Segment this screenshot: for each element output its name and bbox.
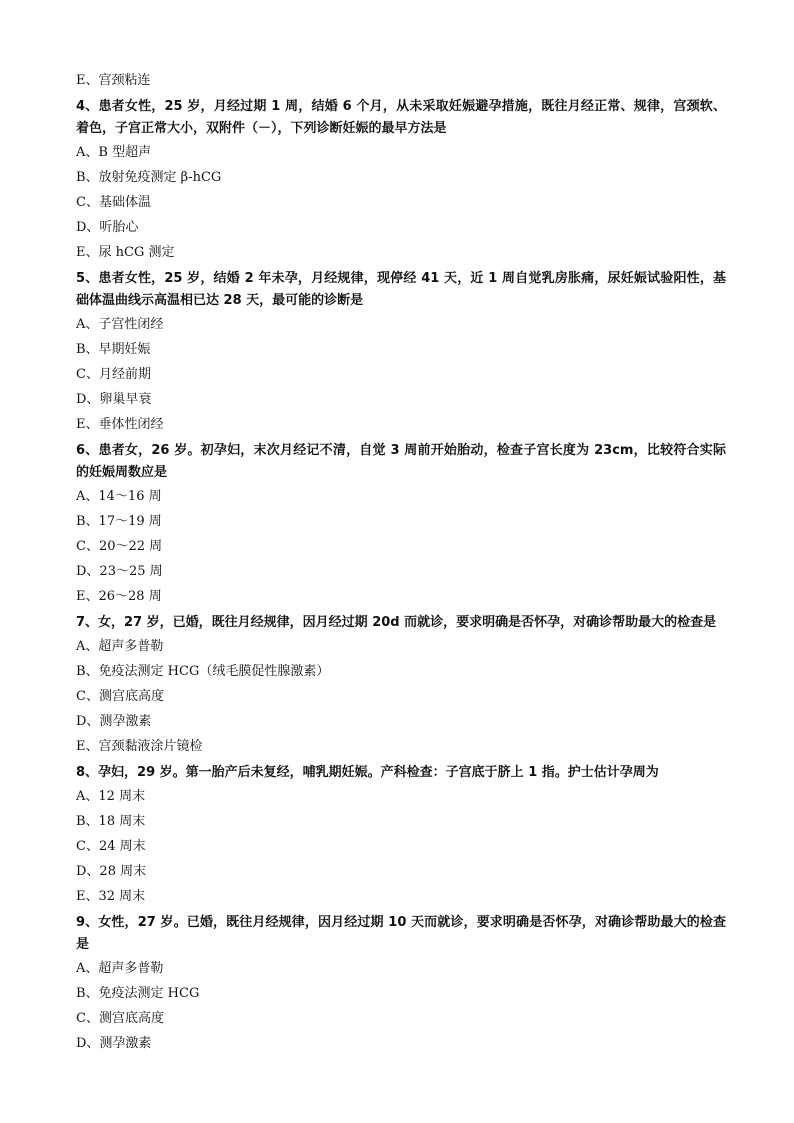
option-a: A、超声多普勒 — [76, 961, 164, 976]
question-6: 6、患者女，26 岁。初孕妇，末次月经记不清，自觉 3 周前开始胎动，检查子宫长度为 23cm，比较符合实际的妊娠周数应是 — [76, 443, 726, 480]
option-b: B、放射免疫测定 β-hCG — [76, 170, 222, 185]
option-d: D、测孕激素 — [76, 1036, 152, 1051]
option-a: A、B 型超声 — [76, 145, 152, 160]
option-a: A、14～16 周 — [76, 489, 162, 504]
option-e: E、尿 hCG 测定 — [76, 245, 175, 260]
option-e: E、26～28 周 — [76, 589, 162, 604]
question-5: 5、患者女性，25 岁，结婚 2 年未孕，月经规律，现停经 41 天，近 1 周自觉乳房胀痛，尿妊娠试验阳性，基础体温曲线示高温相已达 28 天，最可能的诊断是 — [76, 271, 726, 308]
option-b: B、早期妊娠 — [76, 342, 151, 357]
option-b: B、免疫法测定 HCG — [76, 986, 200, 1001]
question-7: 7、女，27 岁，已婚，既往月经规律，因月经过期 20d 而就诊，要求明确是否怀孕，对确诊帮助最大的检查是 — [76, 615, 717, 630]
option-e: E、宫颈粘连 — [76, 73, 151, 88]
option-d: D、23～25 周 — [76, 564, 163, 579]
option-d: D、28 周末 — [76, 864, 147, 879]
option-b: B、18 周末 — [76, 814, 146, 829]
option-c: C、基础体温 — [76, 195, 151, 210]
question-4: 4、患者女性，25 岁，月经过期 1 周，结婚 6 个月，从未采取妊娠避孕措施，既往月经正常、规律，宫颈软、着色，子宫正常大小，双附件（－），下列诊断妊娠的最早方法是 — [76, 99, 726, 136]
option-c: C、月经前期 — [76, 367, 151, 382]
document-body — [76, 68, 726, 1056]
option-d: D、听胎心 — [76, 220, 139, 235]
option-b: B、免疫法测定 HCG（绒毛膜促性腺激素） — [76, 664, 330, 679]
option-c: C、24 周末 — [76, 839, 146, 854]
option-e: E、宫颈黏液涂片镜检 — [76, 739, 203, 754]
question-9: 9、女性，27 岁。已婚，既往月经规律，因月经过期 10 天而就诊，要求明确是否怀孕，对确诊帮助最大的检查是 — [76, 915, 726, 952]
option-c: C、20～22 周 — [76, 539, 163, 554]
option-c: C、测宫底高度 — [76, 689, 164, 704]
option-a: A、超声多普勒 — [76, 639, 164, 654]
option-c: C、测宫底高度 — [76, 1011, 164, 1026]
option-d: D、测孕激素 — [76, 714, 152, 729]
question-8: 8、孕妇，29 岁。第一胎产后未复经，哺乳期妊娠。产科检查：子宫底于脐上 1 指。护士估计孕周为 — [76, 765, 659, 780]
option-a: A、子宫性闭经 — [76, 317, 164, 332]
option-a: A、12 周末 — [76, 789, 146, 804]
option-e: E、32 周末 — [76, 889, 146, 904]
option-e: E、垂体性闭经 — [76, 417, 164, 432]
option-d: D、卵巢早衰 — [76, 392, 152, 407]
option-b: B、17～19 周 — [76, 514, 162, 529]
